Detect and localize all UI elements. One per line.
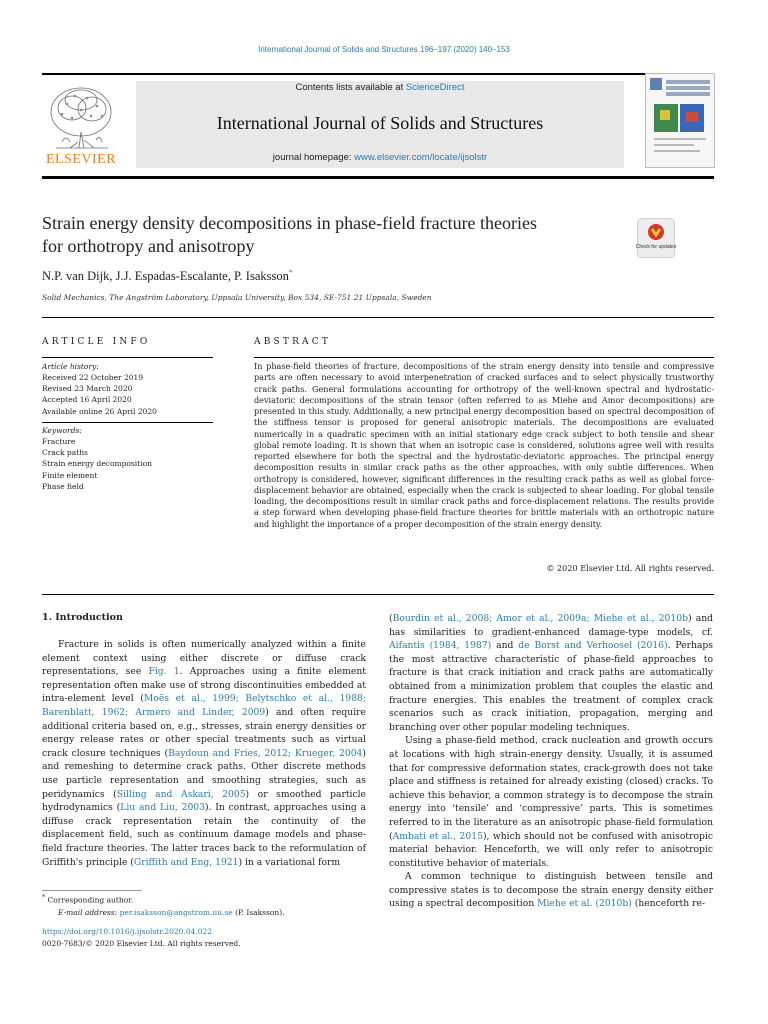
journal-homepage-link[interactable]: www.elsevier.com/locate/ijsolstr (354, 152, 488, 163)
citation-link[interactable]: Liu and Liu, 2003 (120, 802, 205, 814)
text-run: Fracture in solids is often numerically analyzed within a finite element context using either discrete or diffuse crack representations, see (42, 639, 366, 678)
sciencedirect-link[interactable]: ScienceDirect (405, 82, 465, 93)
keyword-item: Phase field (42, 481, 84, 491)
check-for-updates-button[interactable] (637, 218, 675, 258)
citation-link[interactable]: Griffith and Eng, 1921 (133, 856, 239, 868)
keyword-item: Crack paths (42, 448, 88, 458)
text-run: ) and has similarities to gradient-enhanced damage-type models, cf. (389, 613, 714, 638)
article-title (42, 212, 622, 258)
citation-link[interactable]: Aifantis (1984, 1987) (389, 640, 492, 652)
text-run: (henceforth re- (631, 898, 706, 910)
history-accepted: Accepted 16 April 2020 (42, 395, 132, 405)
doi-block (42, 926, 241, 950)
text-run: ) or smoothed particle hydrodynamics ( (42, 788, 366, 814)
text-run: ) and often require additional criteria based on, e.g., stresses, strain energy densities or energy release rates or other special treatments such as virtual crack closure techniques ( (42, 706, 366, 759)
email-link[interactable]: per.isaksson@angstrom.uu.se (119, 907, 233, 917)
footnote (42, 892, 285, 919)
keyword-item: Fracture (42, 437, 76, 446)
elsevier-wordmark: ELSEVIER (45, 152, 117, 167)
author-affiliation: Solid Mechanics, The Angström Laboratory, Uppsala University, Box 534, SE-751 21 Uppsala, Sweden (42, 293, 432, 302)
text-run: ), which should not be confused with anisotropic material behavior. Henceforth, we will only refer to anisotropic constitutive behavior of materials. (389, 830, 713, 869)
text-run: and (491, 640, 519, 652)
text-run: . Perhaps the most attractive characteristic of phase-field approaches to fracture is that crack initiation and crack paths are automatically obtained from a minimization problem that couples the elastic and fracture energies. This enables the treatment of complex crack scenarios such as crack initiation, propagation, merging and branching over other popular modeling techniques. (389, 640, 713, 733)
keywords-label: Keywords: (42, 426, 82, 435)
article-info-divider (42, 357, 213, 358)
abstract-body: In phase-field theories of fracture, decompositions of the strain energy density into tensile and compressive parts are often necessary to avoid interpenetration of cracked surfaces and to select physically trustworthy crack paths. General formulations accounting for orthotropy of the well-known spectral and hydrostatic-deviatoric decompositions of the strain tensor (often referred to as Miehe and Amor decompositions) are presented in this study. Additionally, a new principal energy decomposition based on spectral decomposition of the stiffness tensor is proposed for general anisotropic materials. The decompositions are evaluated numerically in a quadratic specimen with an initial stationary edge crack subject to both tensile and shear global remote loading. It is shown that when an isotropic case is considered, solutions agree well with results reported elsewhere for both the spectral and the hydrostatic-deviatoric approaches. The principal energy decomposition results in similar crack paths as the other approaches, with only subtle differences. When orthotropy is considered, however, significant differences in the resulting crack paths as well as global force-displacement behavior are obtained, especially when the crack is subjected to shear loading. For global tensile loading, the decompositions result in similar crack paths and force-displacement relations. The results provide a step forward when developing phase-field fracture theories for brittle materials with an orthotropic nature and highlight the importance of a proper decomposition of the strain energy density. (254, 361, 714, 529)
keyword-item: Strain energy decomposition (42, 459, 152, 469)
citation-link[interactable]: Ambati et al., 2015 (392, 830, 483, 842)
homepage-prefix: journal homepage: (272, 152, 355, 163)
author-names: N.P. van Dijk, J.J. Espadas-Escalante, P. Isaksson (42, 269, 289, 284)
check-for-updates-icon (635, 219, 677, 257)
author-list (42, 268, 293, 284)
intro-paragraph-1 (42, 638, 366, 869)
abstract-heading: ABSTRACT (254, 337, 332, 347)
text-run: ) and remeshing to determine crack paths. Other discrete methods use particle representation and smoothing strategies, such as peridynamics ( (42, 747, 366, 800)
section-heading-introduction: 1. Introduction (42, 612, 123, 623)
body-column-left (42, 638, 366, 869)
keywords-list (42, 436, 152, 492)
citation-link[interactable]: Bourdin et al., 2008; Amor et al., 2009a; Miehe et al., 2010b (392, 613, 688, 624)
text-run: A common technique to distinguish between tensile and compressive states is to decompose the strain energy density either using a spectral decomposition (389, 871, 713, 910)
footnote-email (42, 907, 285, 919)
journal-homepage-line (136, 152, 624, 163)
article-info-heading: ARTICLE INFO (42, 337, 151, 347)
doi-link[interactable]: https://doi.org/10.1016/j.ijsolstr.2020.04.022 (42, 927, 213, 936)
footnote-mark: * (42, 894, 46, 901)
intro-paragraph-2 (389, 734, 713, 870)
citation-link[interactable]: Baydoun and Fries, 2012; Krueger, 2004 (168, 747, 363, 759)
contents-available-line (136, 82, 624, 93)
text-run: ( (389, 613, 393, 624)
article-info-rule (42, 317, 714, 318)
citation-link[interactable]: Moës et al., 1999; Belytschko et al., 1988; Barenblatt, 1962; Armero and Linder, 2009 (42, 693, 366, 718)
history-revised: Revised 23 March 2020 (42, 384, 133, 394)
history-received: Received 22 October 2019 (42, 373, 144, 382)
citation-link[interactable]: Silling and Askari, 2005 (116, 788, 246, 800)
keyword-item: Finite element (42, 470, 98, 480)
footnote-corresponding-text: Corresponding author. (47, 895, 134, 905)
article-history-list (42, 372, 157, 417)
email-suffix: (P. Isaksson). (232, 907, 285, 917)
journal-citation-link[interactable]: International Journal of Solids and Structures 196–197 (2020) 140–153 (258, 45, 510, 54)
intro-paragraph-3 (389, 870, 713, 911)
article-title-line-2: for orthotropy and anisotropy (42, 236, 255, 256)
intro-paragraph-1-continued (389, 612, 713, 734)
figure-1-link[interactable]: Fig. 1 (148, 666, 180, 678)
text-run: ). In contrast, approaches using a diffuse crack representation retain the continuity of the displacement field, such as continuum damage models and phase-field fracture theories. The latter traces back to the reformulation of Griffith's principle ( (42, 802, 366, 868)
citation-link[interactable]: Miehe et al. (2010b) (537, 898, 632, 910)
header-top-rule (42, 73, 714, 75)
footnote-corresponding (42, 892, 285, 907)
text-run: Using a phase-field method, crack nucleation and growth occurs at locations with high strain-energy density. Usually, it is assumed that for compressive deformation states, crack-growth does not take place and stiffness is retained for already existing (closed) cracks. To achieve this behavior, a common strategy is to decompose the strain energy into ‘tensile’ and ‘compressive’ parts. This is sometimes referred to in the literature as an anisotropic phase-field formulation ( (389, 735, 713, 842)
contents-prefix: Contents lists available at (295, 82, 406, 93)
corresponding-author-mark[interactable]: * (288, 268, 293, 277)
citation-link[interactable]: de Borst and Verhoosel (2016) (518, 640, 668, 652)
footnote-rule (42, 890, 142, 891)
text-run: ) in a variational form (238, 856, 341, 868)
issn-copyright: 0020-7683/© 2020 Elsevier Ltd. All rights reserved. (42, 939, 241, 948)
email-label: E-mail address: (58, 907, 120, 917)
history-available-online: Available online 26 April 2020 (42, 406, 157, 416)
abstract-copyright: © 2020 Elsevier Ltd. All rights reserved. (546, 563, 714, 573)
body-top-rule (42, 594, 714, 595)
abstract-divider (254, 357, 714, 358)
check-for-updates-label: Check for updates (635, 244, 677, 250)
article-history-label: Article history: (42, 362, 99, 371)
journal-cover-image[interactable] (645, 73, 715, 168)
article-title-line-1: Strain energy density decompositions in phase-field fracture theories (42, 213, 538, 233)
keywords-divider (42, 422, 213, 423)
body-column-right (389, 612, 713, 911)
text-run: . Approaches using a finite element representation often make use of strong discontinuities embedded at intra-element level ( (42, 666, 366, 705)
header-bottom-rule (42, 176, 714, 179)
journal-title: International Journal of Solids and Structures (216, 113, 544, 133)
